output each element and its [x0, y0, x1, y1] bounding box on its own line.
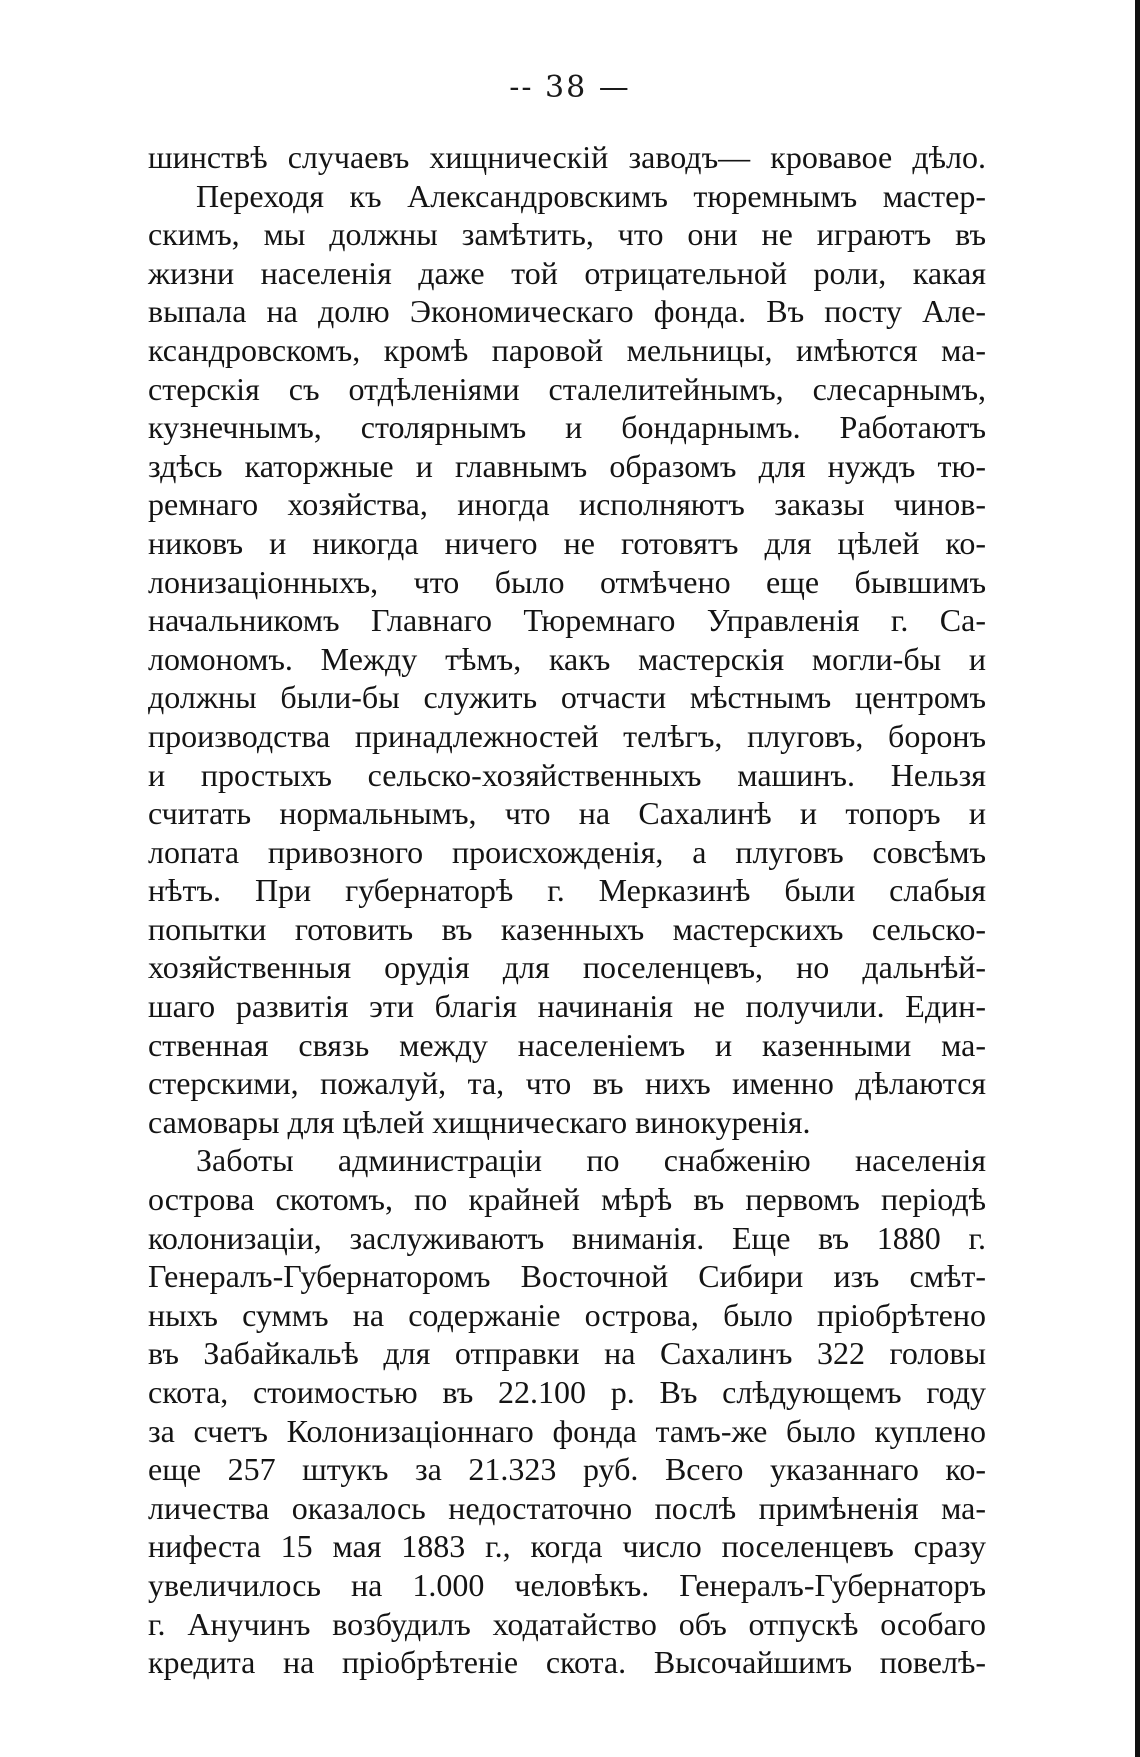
text-line: ксандровскомъ, кромѣ паровой мельницы, имѣются ма-: [148, 331, 986, 368]
text-line: острова скотомъ, по крайней мѣрѣ въ первомъ періодѣ: [148, 1181, 986, 1218]
text-line: г. Анучинъ возбудилъ ходатайство объ отпускѣ особаго: [148, 1605, 986, 1642]
paragraph-2: [148, 177, 986, 1142]
text-line: шаго развитія эти благія начинанія не получили. Един-: [148, 988, 986, 1025]
text-line: самовары для цѣлей хищническаго винокуренія.: [148, 1103, 811, 1140]
text-line: здѣсь каторжные и главнымъ образомъ для нуждъ тю-: [148, 447, 986, 484]
text-line: производства принадлежностей телѣгъ, плуговъ, боронъ: [148, 717, 986, 754]
text-line: ственная связь между населеніемъ и казенными ма-: [148, 1026, 986, 1063]
text-line: личества оказалось недостаточно послѣ примѣненія ма-: [148, 1489, 986, 1526]
text-line: увеличилось на 1.000 человѣкъ. Генералъ-Губернаторъ: [148, 1566, 986, 1603]
text-line: Генералъ-Губернаторомъ Восточной Сибири изъ смѣт-: [148, 1258, 986, 1295]
page-number: -- 38 —: [509, 70, 631, 105]
text-line: нѣтъ. При губернаторѣ г. Мерказинѣ были слабыя: [148, 872, 986, 909]
text-line: въ Забайкальѣ для отправки на Сахалинъ 322 головы: [148, 1335, 986, 1372]
text-line: Заботы администраціи по снабженію населенія: [196, 1142, 986, 1179]
text-line: хозяйственныя орудія для поселенцевъ, но дальнѣй-: [148, 949, 986, 986]
text-line: колонизаціи, заслуживаютъ вниманія. Еще въ 1880 г.: [148, 1219, 986, 1256]
text-line: стерскія съ отдѣленіями сталелитейнымъ, слесарнымъ,: [148, 370, 986, 407]
paragraph-3: [148, 1141, 986, 1681]
text-line: и простыхъ сельско-хозяйственныхъ машинъ. Нельзя: [148, 756, 986, 793]
text-line: стерскими, пожалуй, та, что въ нихъ именно дѣлаются: [148, 1065, 986, 1102]
text-line: кузнечнымъ, столярнымъ и бондарнымъ. Работаютъ: [148, 409, 986, 446]
text-line: должны были-бы служить отчасти мѣстнымъ центромъ: [148, 679, 986, 716]
text-line: лопата привозного происхожденія, а плуговъ совсѣмъ: [148, 833, 986, 870]
text-line: ломономъ. Между тѣмъ, какъ мастерскія могли-бы и: [148, 640, 986, 677]
text-line: ремнаго хозяйства, иногда исполняютъ заказы чинов-: [148, 486, 986, 523]
text-line: начальникомъ Главнаго Тюремнаго Управленія г. Са-: [148, 602, 986, 639]
text-line: скота, стоимостью въ 22.100 р. Въ слѣдующемъ году: [148, 1374, 986, 1410]
scan-edge-border: [1135, 0, 1140, 1757]
text-line: выпала на долю Экономическаго фонда. Въ посту Але-: [148, 293, 986, 330]
text-line: шинствѣ случаевъ хищническій заводъ— кровавое дѣло.: [148, 139, 986, 175]
text-line: нифеста 15 мая 1883 г., когда число поселенцевъ сразу: [148, 1528, 986, 1565]
text-line: кредита на пріобрѣтеніе скота. Высочайшимъ повелѣ-: [148, 1644, 986, 1681]
text-line: жизни населенія даже той отрицательной роли, какая: [148, 254, 986, 291]
text-line: скимъ, мы должны замѣтить, что они не играютъ въ: [148, 216, 986, 253]
text-line: попытки готовить въ казенныхъ мастерскихъ сельско-: [148, 910, 986, 947]
text-line: лонизаціонныхъ, что было отмѣчено еще бывшимъ: [148, 563, 986, 600]
text-line: ныхъ суммъ на содержаніе острова, было пріобрѣтено: [148, 1296, 986, 1333]
text-line: еще 257 штукъ за 21.323 руб. Всего указаннаго ко-: [148, 1451, 986, 1488]
body-text: [148, 138, 986, 1682]
text-line: никовъ и никогда ничего не готовятъ для цѣлей ко-: [148, 524, 986, 561]
paragraph-1: [148, 138, 986, 177]
text-line: Переходя къ Александровскимъ тюремнымъ мастер-: [196, 177, 986, 214]
text-line: считать нормальнымъ, что на Сахалинѣ и топоръ и: [148, 795, 986, 832]
text-line: за счетъ Колонизаціоннаго фонда тамъ-же было куплено: [148, 1412, 986, 1449]
